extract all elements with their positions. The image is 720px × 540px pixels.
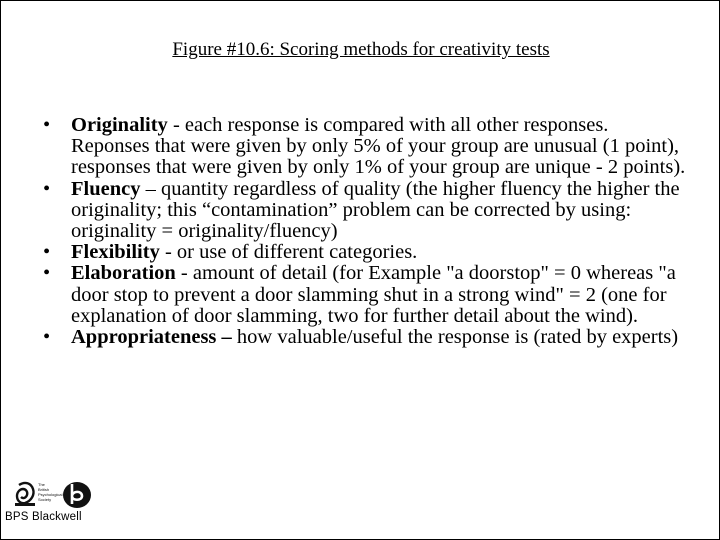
logo-small-text: Society (38, 497, 52, 502)
slide-title: Figure #10.6: Scoring methods for creativity tests (172, 39, 550, 60)
bullet-dot: • (43, 262, 51, 285)
list-item (21, 327, 691, 348)
list-item (21, 242, 691, 263)
bullet-text: – quantity regardless of quality (the higher fluency the higher the originality; this “contamination” problem can be corrected by using: originality = originality/fluency) (71, 177, 680, 243)
bullet-term: Flexibility (71, 241, 160, 264)
logo-small-text: The (38, 482, 45, 487)
logo-small-text: Psychological (38, 492, 63, 497)
bullet-term: Elaboration (71, 262, 176, 285)
bullet-term: Originality (71, 114, 168, 136)
logo-small-text: British (38, 487, 50, 492)
bullet-text: - or use of different categories. (159, 241, 418, 264)
bullet-term: Fluency (71, 177, 141, 200)
list-item (21, 115, 691, 179)
list-item (21, 179, 691, 243)
bullet-text: - amount of detail (for Example "a doorstop" = 0 whereas "a door stop to prevent a door slamming shut in a strong wind" = 2 (one for explanation of door slamming, two for further detail about the wind). (71, 262, 676, 327)
logo-text: BPS Blackwell (5, 511, 82, 523)
bullet-dot: • (43, 177, 51, 200)
bullet-text: how valuable/useful the response is (rated by experts) (231, 326, 679, 349)
bullet-term: Appropriateness – (71, 326, 232, 349)
bullet-list (21, 115, 691, 348)
bullet-text: - each response is compared with all other responses. Reponses that were given by only 5% of your group are unusual (1 point), responses that were given by only 1% of your group are unique - 2 points). (71, 114, 686, 179)
bullet-dot: • (43, 326, 51, 349)
bullet-dot: • (43, 241, 51, 264)
list-item (21, 263, 691, 327)
bullet-dot: • (43, 114, 51, 136)
